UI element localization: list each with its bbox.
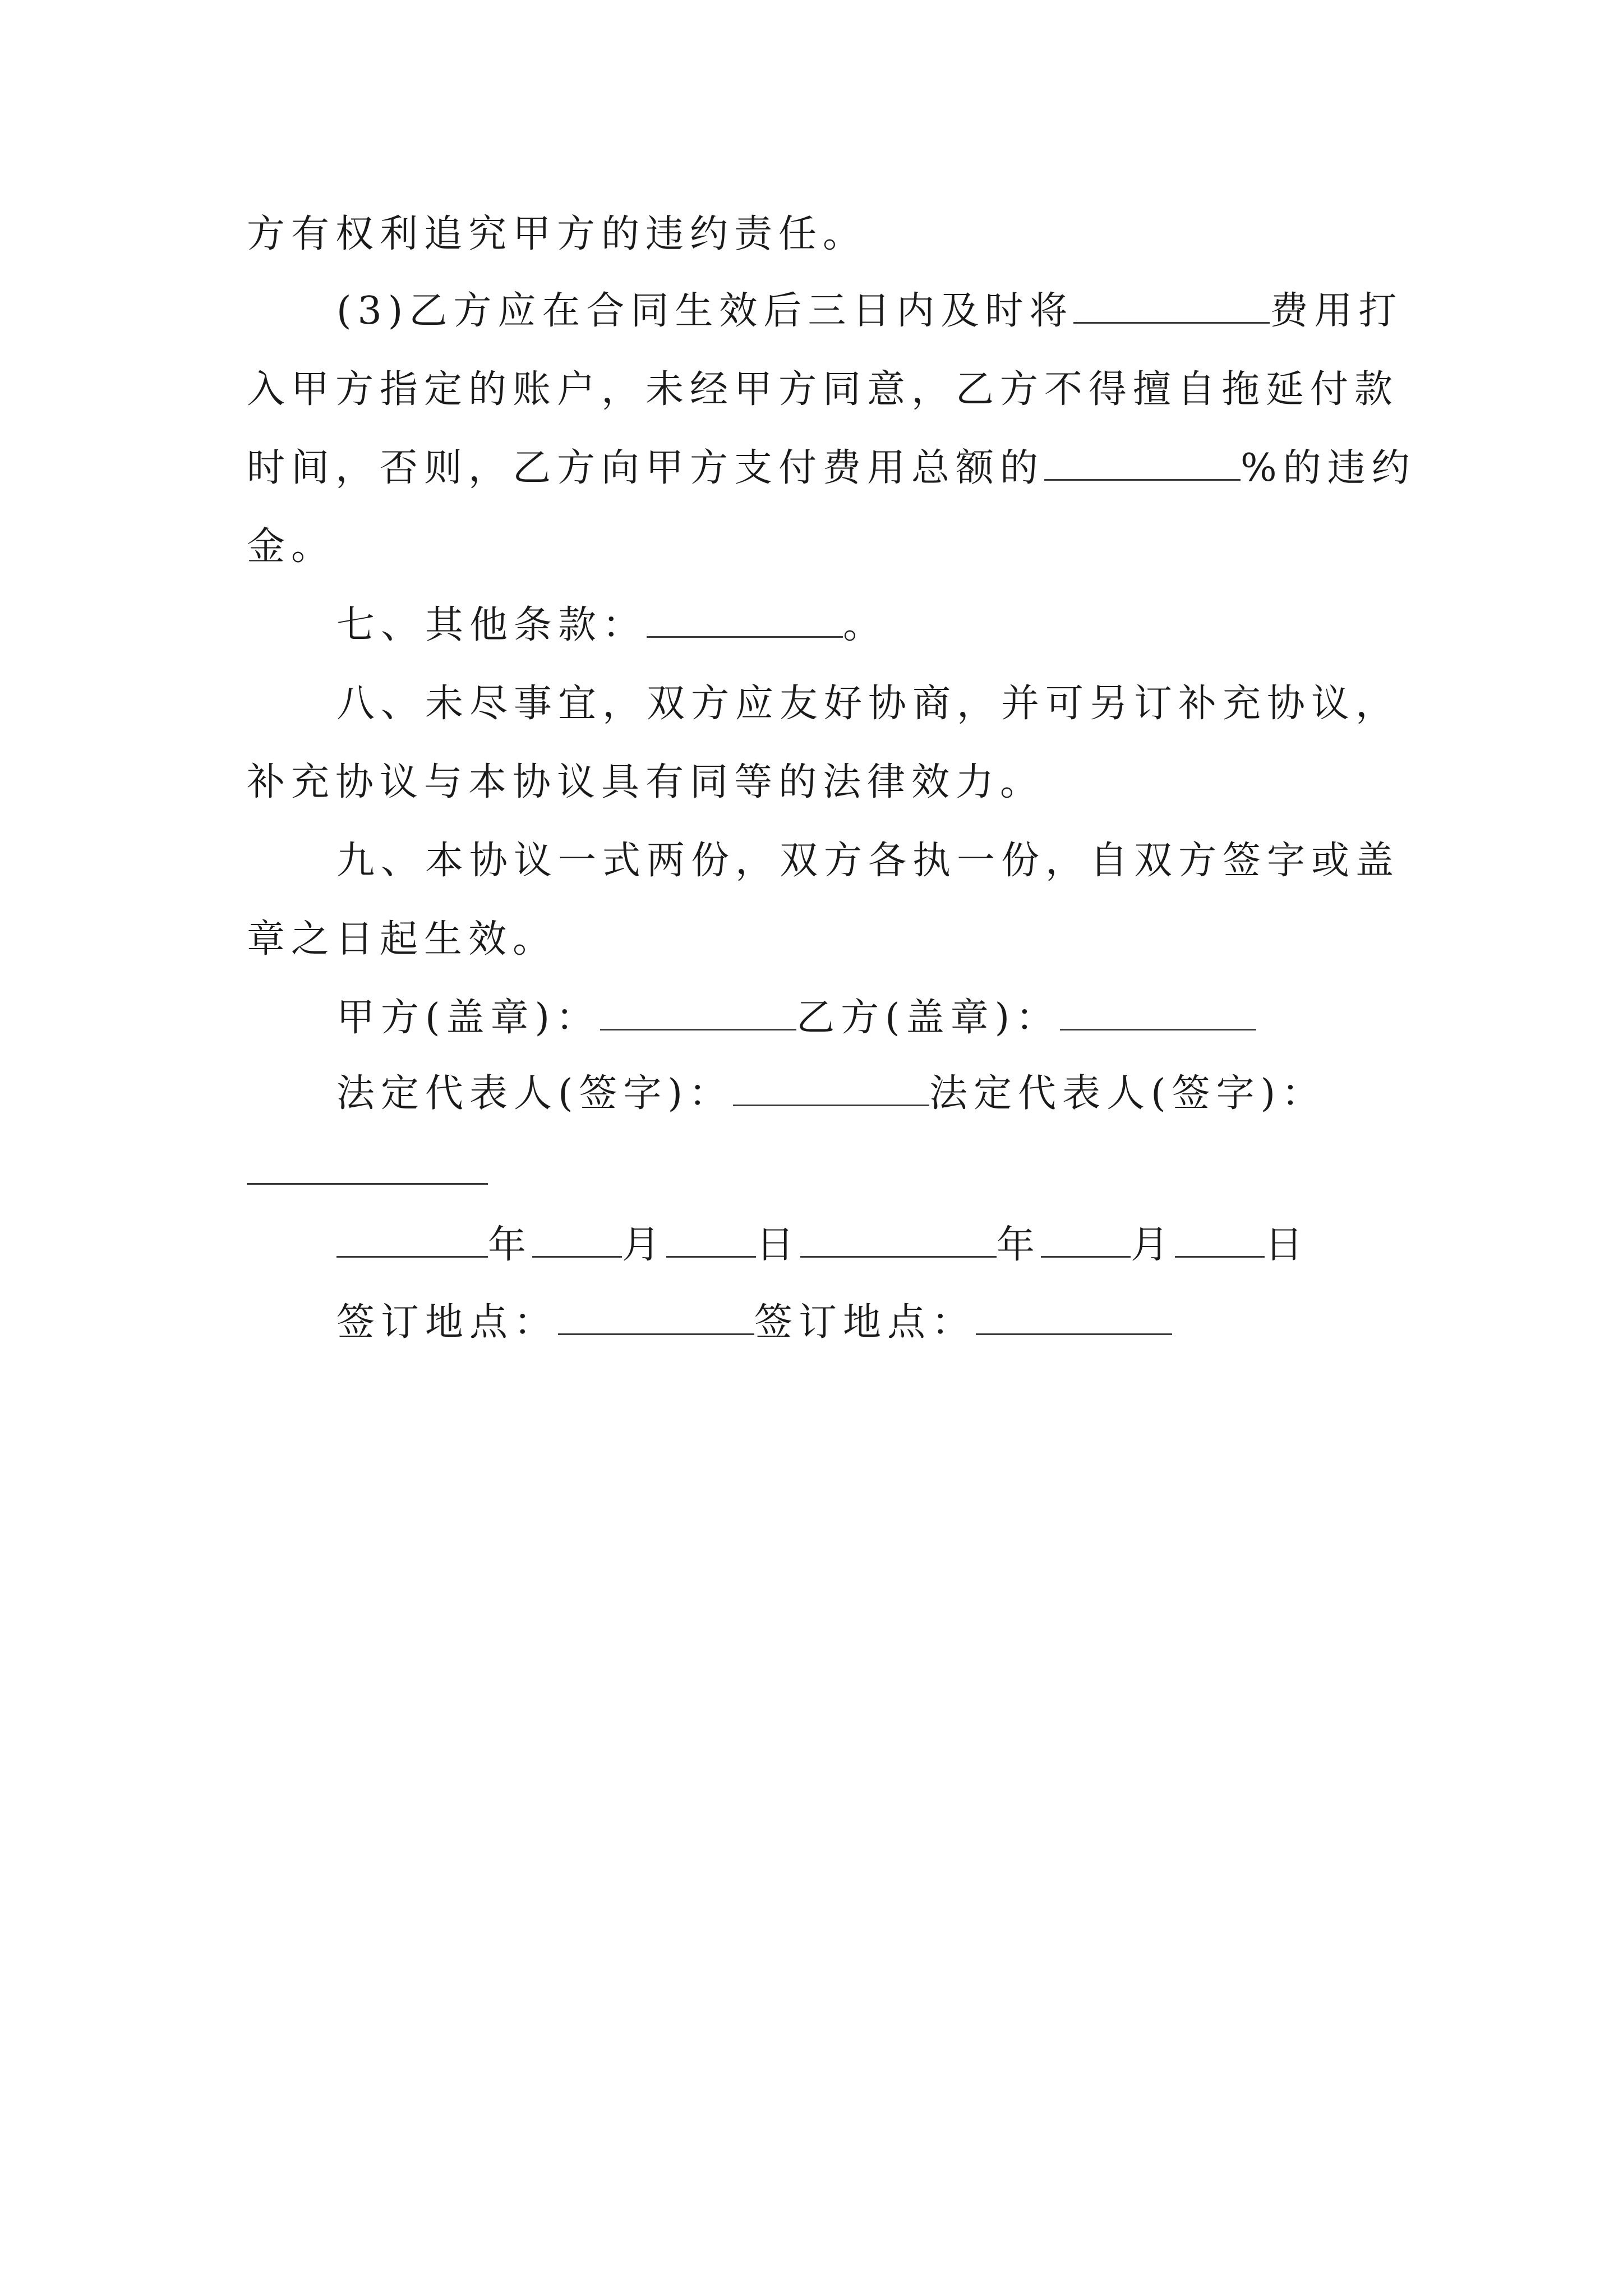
fill-in-blank <box>1060 994 1256 1030</box>
fill-in-blank <box>1044 444 1241 481</box>
text-span: 入甲方指定的账户，未经甲方同意，乙方不得擅自拖延付款 <box>247 367 1399 412</box>
text-span: 。 <box>843 603 888 647</box>
text-span: 日 <box>756 1223 801 1267</box>
text-span: 年 <box>997 1223 1041 1267</box>
text-span: 章之日起生效。 <box>247 917 557 961</box>
text-span: 方有权利追究甲方的违约责任。 <box>247 212 868 256</box>
paragraph-line <box>247 754 1044 811</box>
fill-in-blank <box>1175 1221 1265 1258</box>
text-span: 乙方(盖章)： <box>796 996 1061 1040</box>
date-line <box>336 1217 1309 1273</box>
fill-in-blank <box>800 1221 997 1258</box>
signature-line-representative <box>336 1066 1326 1122</box>
paragraph-line <box>336 597 887 654</box>
text-span: 法定代表人(签字)： <box>929 1071 1326 1116</box>
fill-in-blank <box>600 994 796 1030</box>
fill-in-blank <box>1073 287 1270 324</box>
text-span: 签订地点： <box>754 1300 976 1345</box>
text-span: 补充协议与本协议具有同等的法律效力。 <box>247 760 1045 804</box>
fill-in-blank <box>647 601 843 638</box>
text-span: 年 <box>488 1223 533 1267</box>
signing-place-line <box>336 1295 1172 1351</box>
paragraph-line <box>336 833 1400 889</box>
text-span: 月 <box>622 1223 667 1267</box>
signature-line-seal <box>336 990 1256 1046</box>
fill-in-blank <box>1041 1221 1131 1258</box>
text-span: 九、本协议一式两份，双方各执一份，自双方签字或盖 <box>336 839 1400 883</box>
text-span: 日 <box>1265 1223 1310 1267</box>
paragraph-line <box>247 519 335 575</box>
fill-in-blank <box>558 1299 754 1335</box>
fill-in-blank <box>666 1221 756 1258</box>
text-span: 法定代表人(签字)： <box>336 1071 734 1116</box>
text-span: 八、未尽事宜，双方应友好协商，并可另订补充协议， <box>336 682 1400 726</box>
text-span: (3)乙方应在合同生效后三日内及时将 <box>336 289 1074 333</box>
paragraph-line <box>336 676 1400 732</box>
text-span: 甲方(盖章)： <box>336 996 601 1040</box>
text-span: 时间，否则，乙方向甲方支付费用总额的 <box>247 446 1045 490</box>
text-span: %的违约 <box>1241 446 1416 490</box>
fill-in-blank <box>976 1299 1172 1335</box>
text-span: 七、其他条款： <box>336 603 647 647</box>
text-span: 月 <box>1131 1223 1175 1267</box>
wrapped-blank-line <box>247 1144 488 1200</box>
text-span: 金。 <box>247 524 336 569</box>
fill-in-blank <box>247 1148 488 1185</box>
fill-in-blank <box>532 1221 622 1258</box>
paragraph-line <box>247 362 1399 418</box>
paragraph-line <box>247 912 557 968</box>
text-span: 费用打 <box>1270 289 1403 333</box>
fill-in-blank <box>336 1221 488 1258</box>
paragraph-line <box>247 206 867 263</box>
fill-in-blank <box>733 1070 929 1106</box>
paragraph-line <box>336 283 1403 339</box>
text-span: 签订地点： <box>336 1300 559 1345</box>
paragraph-line <box>247 440 1416 496</box>
